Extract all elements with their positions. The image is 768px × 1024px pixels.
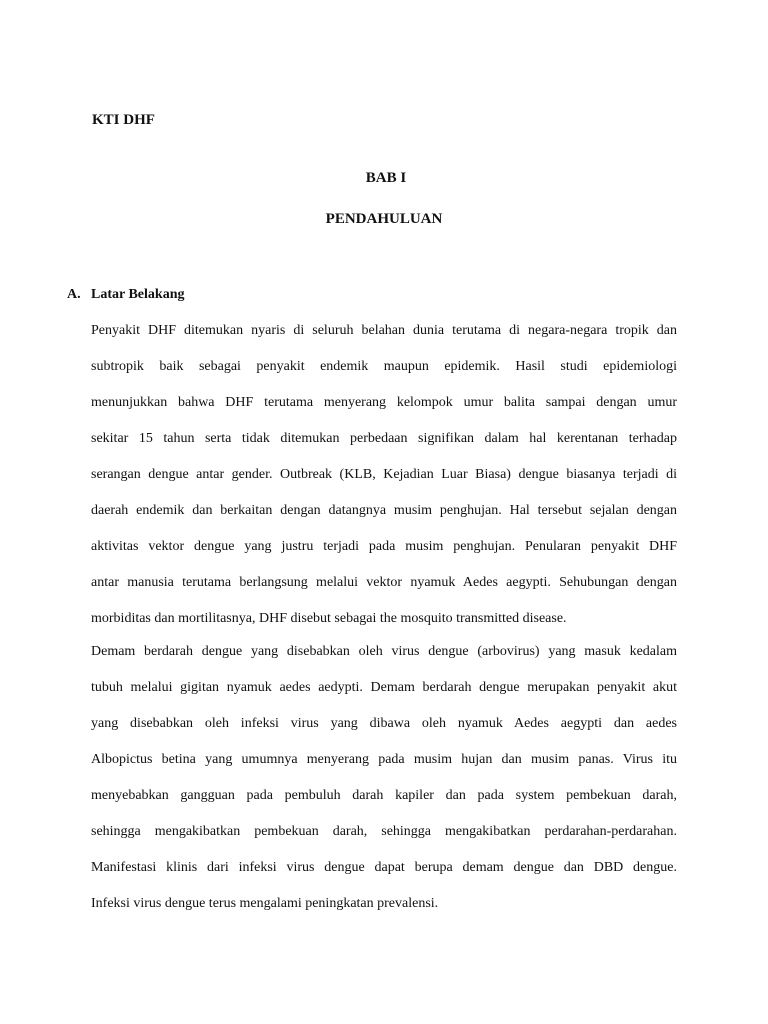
paragraph-line: subtropik baik sebagai penyakit endemik maupun epidemik. Hasil studi epidemiologi: [91, 359, 677, 374]
document-label: KTI DHF: [92, 112, 155, 128]
paragraph-line: yang disebabkan oleh infeksi virus yang dibawa oleh nyamuk Aedes aegypti dan aedes: [91, 716, 677, 731]
paragraph-line: morbiditas dan mortilitasnya, DHF disebut sebagai the mosquito transmitted disease.: [91, 611, 567, 626]
section-heading: [67, 287, 184, 303]
chapter-number: BAB I: [365, 170, 407, 186]
paragraph-line: menunjukkan bahwa DHF terutama menyerang kelompok umur balita sampai dengan umur: [91, 395, 677, 410]
paragraph-line: sehingga mengakibatkan pembekuan darah, sehingga mengakibatkan perdarahan-perdarahan.: [91, 824, 677, 839]
chapter-title: PENDAHULUAN: [325, 211, 443, 227]
paragraph-line: Albopictus betina yang umumnya menyerang pada musim hujan dan musim panas. Virus itu: [91, 752, 677, 767]
section-marker: A.: [67, 287, 81, 302]
paragraph-line: menyebabkan gangguan pada pembuluh darah kapiler dan pada system pembekuan darah,: [91, 788, 677, 803]
paragraph-line: Infeksi virus dengue terus mengalami peningkatan prevalensi.: [91, 896, 439, 911]
paragraph-line: sekitar 15 tahun serta tidak ditemukan perbedaan signifikan dalam hal kerentanan terhadap: [91, 431, 677, 446]
paragraph-line: aktivitas vektor dengue yang justru terjadi pada musim penghujan. Penularan penyakit DHF: [91, 539, 677, 554]
paragraph-1: [91, 313, 677, 637]
paragraph-line: serangan dengue antar gender. Outbreak (KLB, Kejadian Luar Biasa) dengue biasanya terjadi di: [91, 467, 677, 482]
paragraph-line: Demam berdarah dengue yang disebabkan oleh virus dengue (arbovirus) yang masuk kedalam: [91, 644, 677, 659]
paragraph-line: tubuh melalui gigitan nyamuk aedes aedypti. Demam berdarah dengue merupakan penyakit akut: [91, 680, 677, 695]
paragraph-line: daerah endemik dan berkaitan dengan datangnya musim penghujan. Hal tersebut sejalan dengan: [91, 503, 677, 518]
paragraph-line: Penyakit DHF ditemukan nyaris di seluruh belahan dunia terutama di negara-negara tropik dan: [91, 323, 677, 338]
section-title: Latar Belakang: [91, 287, 185, 302]
paragraph-2: [91, 634, 677, 922]
paragraph-line: antar manusia terutama berlangsung melalui vektor nyamuk Aedes aegypti. Sehubungan dengan: [91, 575, 677, 590]
paragraph-line: Manifestasi klinis dari infeksi virus dengue dapat berupa demam dengue dan DBD dengue.: [91, 860, 677, 875]
